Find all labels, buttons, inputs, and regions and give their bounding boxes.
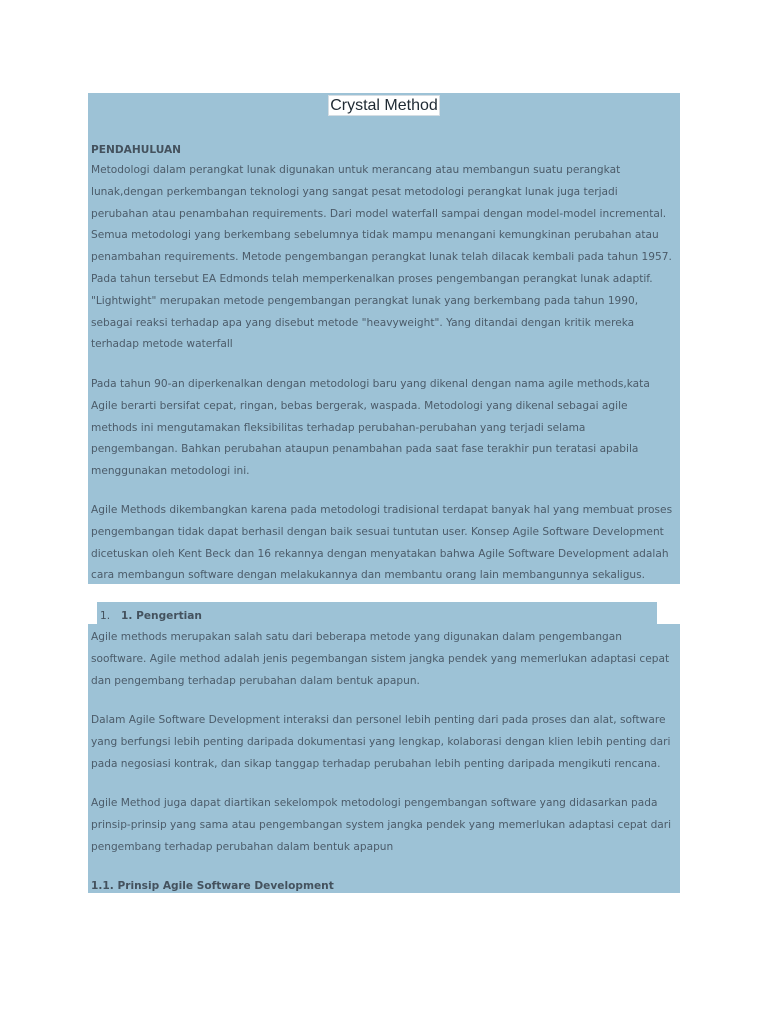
paragraph-line: Semua metodologi yang berkembang sebelumnya tidak mampu menangani kemungkinan perubahan atau <box>91 229 659 242</box>
paragraph-line: prinsip-prinsip yang sama atau pengembangan system jangka pendek yang memerlukan adaptasi cepat dari <box>91 818 672 831</box>
paragraph-2 <box>91 374 650 483</box>
paragraph-line: "Lightwight" merupakan metode pengembangan perangkat lunak yang berkembang pada tahun 1990, <box>91 294 639 307</box>
paragraph-3 <box>91 500 672 587</box>
paragraph-line: pengembang terhadap perubahan dalam bentuk apapun <box>91 840 394 853</box>
paragraph-line: sebagai reaksi terhadap apa yang disebut metode "heavyweight". Yang ditandai dengan kritik mereka <box>91 316 635 329</box>
paragraph-line: terhadap metode waterfall <box>91 338 233 351</box>
paragraph-line: Metodologi dalam perangkat lunak digunakan untuk merancang atau membangun suatu perangkat <box>91 164 621 176</box>
paragraph-line: dicetuskan oleh Kent Beck dan 16 rekannya dengan menyatakan bahwa Agile Software Development adalah <box>91 547 669 560</box>
section-1-number: 1. <box>100 610 111 622</box>
paragraph-line: Agile Method juga dapat diartikan sekelompok metodologi pengembangan software yang didasarkan pada <box>91 797 658 809</box>
paragraph-line: methods ini mengutamakan fleksibilitas terhadap perubahan-perubahan yang terjadi selama <box>91 421 586 434</box>
paragraph-line: pengembangan tidak dapat berhasil dengan baik sesuai tuntutan user. Konsep Agile Software Development <box>91 525 664 538</box>
paragraph-4 <box>91 627 669 692</box>
section-1-heading: 1. Pengertian <box>121 610 202 622</box>
title-wrap <box>88 93 680 117</box>
paragraph-line: perubahan atau penambahan requirements. Dari model waterfall sampai dengan model-model incremental. <box>91 207 667 220</box>
paragraph-line: Agile Methods dikembangkan karena pada metodologi tradisional terdapat banyak hal yang membuat proses <box>91 504 673 516</box>
paragraph-5 <box>91 710 670 775</box>
paragraph-1 <box>91 160 672 356</box>
paragraph-line: pengembangan. Bahkan perubahan ataupun penambahan pada saat fase terakhir pun teratasi apabila <box>91 443 639 456</box>
paragraph-line: soοftware. Agile method adalah jenis pegembangan sistem jangka pendek yang memerlukan adaptasi cepat <box>91 652 670 665</box>
subsection-heading: 1.1. Prinsip Agile Software Development <box>91 880 334 892</box>
page-title: Crystal Method <box>330 97 438 114</box>
paragraph-line: Pada tahun tersebut EA Edmonds telah memperkenalkan proses pengembangan perangkat lunak adaptif. <box>91 272 653 285</box>
paragraph-line: menggunakan metodologi ini. <box>91 465 250 478</box>
paragraph-line: Pada tahun 90-an diperkenalkan dengan metodologi baru yang dikenal dengan nama agile methods,kata <box>91 378 650 390</box>
paragraph-line: cara membangun software dengan melakukannya dan membantu orang lain membangunnya sekaligus. <box>91 569 646 582</box>
paragraph-line: pada negosiasi kontrak, dan sikap tanggap terhadap perubahan lebih penting daripada mengikuti rencana. <box>91 757 661 770</box>
paragraph-line: Dalam Agile Software Development interaksi dan personel lebih penting dari pada proses dan alat, software <box>91 714 666 726</box>
paragraph-line: Agile berarti bersifat cepat, ringan, bebas bergerak, waspada. Metodologi yang dikenal sebagai agile <box>91 399 628 412</box>
paragraph-line: Agile methods merupakan salah satu dari beberapa metode yang digunakan dalam pengembangan <box>91 631 622 643</box>
paragraph-6 <box>91 793 671 858</box>
paragraph-line: penambahan requirements. Metode pengembangan perangkat lunak telah dilacak kembali pada tahun 1957. <box>91 251 672 264</box>
paragraph-line: dan pengembang terhadap perubahan dalam bentuk apapun. <box>91 674 420 687</box>
pendahuluan-heading: PENDAHULUAN <box>91 144 182 156</box>
paragraph-line: lunak,dengan perkembangan teknologi yang sangat pesat metodologi perangkat lunak juga terjadi <box>91 185 618 198</box>
paragraph-line: yang berfungsi lebih penting daripada dokumentasi yang lengkap, kolaborasi dengan klien lebih penting dari <box>91 735 671 748</box>
